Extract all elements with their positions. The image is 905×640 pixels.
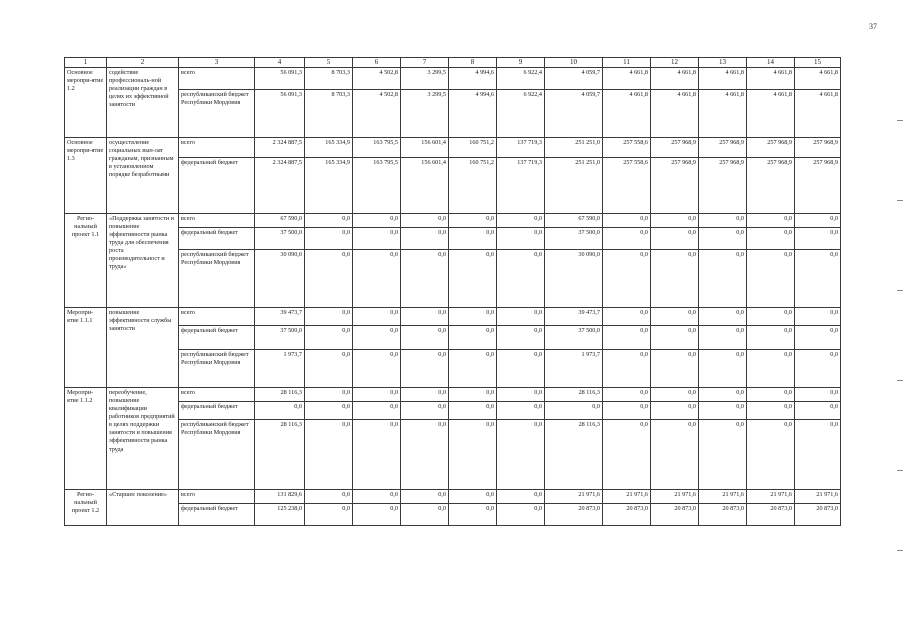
amount-cell: 0,0 (747, 250, 795, 308)
amount-cell: 37 500,0 (545, 326, 603, 350)
table-row (65, 490, 841, 504)
amount-cell: 20 873,0 (699, 504, 747, 526)
column-header: 9 (497, 58, 545, 68)
amount-cell: 257 968,9 (747, 158, 795, 214)
amount-cell: 0,0 (747, 402, 795, 420)
amount-cell: 0,0 (305, 308, 353, 326)
amount-cell: 0,0 (401, 350, 449, 388)
amount-cell: 4 661,8 (795, 90, 841, 138)
amount-cell: 0,0 (795, 420, 841, 490)
amount-cell: 257 968,9 (699, 158, 747, 214)
amount-cell: 0,0 (795, 228, 841, 250)
amount-cell: 28 116,3 (545, 420, 603, 490)
amount-cell: 0,0 (603, 326, 651, 350)
amount-cell: 4 059,7 (545, 90, 603, 138)
amount-cell: 257 968,9 (747, 138, 795, 158)
amount-cell: 0,0 (449, 326, 497, 350)
amount-cell: 0,0 (401, 250, 449, 308)
amount-cell: 0,0 (747, 420, 795, 490)
amount-cell: 0,0 (449, 308, 497, 326)
amount-cell: 0,0 (353, 228, 401, 250)
amount-cell: 0,0 (449, 250, 497, 308)
activity-name: содействие профессиональ-ной реализации граждан в целях их эффективной занятости (107, 68, 179, 138)
amount-cell: 4 661,8 (747, 68, 795, 90)
amount-cell: 0,0 (401, 420, 449, 490)
amount-cell: 160 751,2 (449, 158, 497, 214)
column-header: 8 (449, 58, 497, 68)
amount-cell: 0,0 (747, 388, 795, 402)
amount-cell: 0,0 (603, 214, 651, 228)
amount-cell: 0,0 (651, 350, 699, 388)
amount-cell: 4 059,7 (545, 68, 603, 90)
funding-source: республиканский бюджет Республики Мордовия (179, 420, 255, 490)
amount-cell: 131 829,6 (255, 490, 305, 504)
amount-cell: 0,0 (795, 388, 841, 402)
amount-cell: 1 973,7 (255, 350, 305, 388)
amount-cell: 4 994,6 (449, 90, 497, 138)
funding-source: всего (179, 68, 255, 90)
amount-cell: 0,0 (651, 214, 699, 228)
amount-cell: 0,0 (497, 326, 545, 350)
table-row (65, 214, 841, 228)
amount-cell: 0,0 (699, 250, 747, 308)
table-row (65, 308, 841, 326)
amount-cell: 21 971,6 (795, 490, 841, 504)
amount-cell: 0,0 (353, 250, 401, 308)
amount-cell: 0,0 (497, 402, 545, 420)
amount-cell: 0,0 (305, 228, 353, 250)
funding-source: всего (179, 388, 255, 402)
amount-cell: 137 719,3 (497, 138, 545, 158)
funding-source: федеральный бюджет (179, 402, 255, 420)
amount-cell: 4 661,8 (747, 90, 795, 138)
amount-cell: 0,0 (497, 308, 545, 326)
amount-cell: 257 968,9 (699, 138, 747, 158)
activity-code: Основное меропри-ятие 1.3 (65, 138, 107, 214)
amount-cell: 0,0 (699, 420, 747, 490)
amount-cell: 0,0 (545, 402, 603, 420)
header-row (65, 58, 841, 68)
amount-cell: 20 873,0 (651, 504, 699, 526)
amount-cell: 0,0 (353, 504, 401, 526)
amount-cell: 0,0 (497, 388, 545, 402)
funding-source: всего (179, 214, 255, 228)
amount-cell: 4 661,8 (699, 90, 747, 138)
amount-cell: 0,0 (305, 420, 353, 490)
amount-cell: 4 661,8 (651, 68, 699, 90)
table-row (65, 250, 841, 308)
amount-cell: 0,0 (497, 504, 545, 526)
amount-cell: 0,0 (651, 250, 699, 308)
column-header: 6 (353, 58, 401, 68)
funding-source: федеральный бюджет (179, 228, 255, 250)
amount-cell: 8 703,3 (305, 90, 353, 138)
amount-cell: 4 661,8 (603, 68, 651, 90)
amount-cell: 0,0 (603, 308, 651, 326)
amount-cell: 0,0 (449, 504, 497, 526)
column-header: 12 (651, 58, 699, 68)
amount-cell: 251 251,0 (545, 158, 603, 214)
column-header: 4 (255, 58, 305, 68)
amount-cell: 1 973,7 (545, 350, 603, 388)
activity-code: Меропри-ятие 1.1.2 (65, 388, 107, 490)
amount-cell: 0,0 (699, 308, 747, 326)
amount-cell: 0,0 (449, 214, 497, 228)
amount-cell: 0,0 (651, 308, 699, 326)
amount-cell: 0,0 (449, 228, 497, 250)
amount-cell: 0,0 (699, 402, 747, 420)
amount-cell: 0,0 (401, 214, 449, 228)
amount-cell: 0,0 (603, 420, 651, 490)
amount-cell: 0,0 (401, 388, 449, 402)
funding-source: федеральный бюджет (179, 504, 255, 526)
amount-cell: 0,0 (603, 228, 651, 250)
table-row (65, 420, 841, 490)
amount-cell: 257 968,9 (795, 158, 841, 214)
amount-cell: 20 873,0 (747, 504, 795, 526)
column-header: 7 (401, 58, 449, 68)
amount-cell: 0,0 (449, 388, 497, 402)
amount-cell: 0,0 (651, 402, 699, 420)
amount-cell: 0,0 (795, 308, 841, 326)
amount-cell: 0,0 (305, 490, 353, 504)
amount-cell: 0,0 (353, 214, 401, 228)
amount-cell: 0,0 (795, 350, 841, 388)
amount-cell: 165 334,9 (305, 138, 353, 158)
amount-cell: 257 968,9 (651, 138, 699, 158)
amount-cell: 0,0 (747, 350, 795, 388)
amount-cell: 251 251,0 (545, 138, 603, 158)
amount-cell: 0,0 (699, 214, 747, 228)
amount-cell: 4 661,8 (603, 90, 651, 138)
amount-cell: 8 703,3 (305, 68, 353, 90)
amount-cell: 0,0 (747, 308, 795, 326)
table-row (65, 90, 841, 138)
column-header: 10 (545, 58, 603, 68)
amount-cell: 0,0 (651, 326, 699, 350)
amount-cell: 0,0 (651, 228, 699, 250)
amount-cell: 37 500,0 (255, 326, 305, 350)
amount-cell: 0,0 (305, 504, 353, 526)
amount-cell: 0,0 (449, 402, 497, 420)
amount-cell: 0,0 (353, 308, 401, 326)
activity-name: «Старшее поколение» (107, 490, 179, 526)
amount-cell: 0,0 (497, 214, 545, 228)
amount-cell: 0,0 (747, 228, 795, 250)
amount-cell: 156 601,4 (401, 138, 449, 158)
amount-cell: 28 116,3 (255, 420, 305, 490)
amount-cell: 2 324 887,5 (255, 138, 305, 158)
amount-cell: 0,0 (699, 350, 747, 388)
amount-cell: 21 971,6 (651, 490, 699, 504)
funding-source: республиканский бюджет Республики Мордовия (179, 250, 255, 308)
column-header: 5 (305, 58, 353, 68)
amount-cell: 0,0 (353, 402, 401, 420)
budget-table (64, 57, 841, 526)
amount-cell: 0,0 (353, 350, 401, 388)
table-row (65, 68, 841, 90)
column-header: 3 (179, 58, 255, 68)
amount-cell: 0,0 (497, 250, 545, 308)
amount-cell: 0,0 (795, 326, 841, 350)
amount-cell: 0,0 (747, 326, 795, 350)
activity-name: осуществление социальных вып-лат гражданам, признанным в установленном порядке безработными (107, 138, 179, 214)
amount-cell: 0,0 (603, 250, 651, 308)
amount-cell: 0,0 (497, 490, 545, 504)
amount-cell: 0,0 (497, 350, 545, 388)
amount-cell: 257 558,6 (603, 138, 651, 158)
table-row (65, 402, 841, 420)
amount-cell: 0,0 (305, 214, 353, 228)
activity-name: повышение эффективности службы занятости (107, 308, 179, 388)
column-header: 2 (107, 58, 179, 68)
amount-cell: 2 324 887,5 (255, 158, 305, 214)
amount-cell: 30 090,0 (545, 250, 603, 308)
funding-source: всего (179, 308, 255, 326)
amount-cell: 0,0 (603, 402, 651, 420)
amount-cell: 0,0 (305, 326, 353, 350)
amount-cell: 6 922,4 (497, 90, 545, 138)
amount-cell: 156 601,4 (401, 158, 449, 214)
amount-cell: 0,0 (305, 402, 353, 420)
amount-cell: 4 994,6 (449, 68, 497, 90)
amount-cell: 0,0 (401, 504, 449, 526)
amount-cell: 21 971,6 (747, 490, 795, 504)
amount-cell: 0,0 (699, 388, 747, 402)
amount-cell: 257 968,9 (651, 158, 699, 214)
activity-code: Основное меропри-ятие 1.2 (65, 68, 107, 138)
amount-cell: 125 238,0 (255, 504, 305, 526)
amount-cell: 28 116,3 (255, 388, 305, 402)
activity-name: «Поддержка занятости и повышение эффективности рынка труда для обеспечения роста производительност и труда» (107, 214, 179, 308)
amount-cell: 20 873,0 (545, 504, 603, 526)
table-row (65, 504, 841, 526)
amount-cell: 4 661,8 (795, 68, 841, 90)
amount-cell: 67 590,0 (545, 214, 603, 228)
table-row (65, 138, 841, 158)
funding-source: республиканский бюджет Республики Мордовия (179, 90, 255, 138)
amount-cell: 39 473,7 (255, 308, 305, 326)
funding-source: всего (179, 490, 255, 504)
amount-cell: 4 502,8 (353, 90, 401, 138)
amount-cell: 21 971,6 (545, 490, 603, 504)
amount-cell: 67 590,0 (255, 214, 305, 228)
funding-source: федеральный бюджет (179, 326, 255, 350)
amount-cell: 20 873,0 (603, 504, 651, 526)
amount-cell: 0,0 (651, 388, 699, 402)
amount-cell: 0,0 (651, 420, 699, 490)
amount-cell: 0,0 (699, 228, 747, 250)
amount-cell: 0,0 (353, 326, 401, 350)
funding-source: федеральный бюджет (179, 158, 255, 214)
amount-cell: 6 922,4 (497, 68, 545, 90)
amount-cell: 37 500,0 (545, 228, 603, 250)
activity-code: Регио-нальный проект 1.2 (65, 490, 107, 526)
amount-cell: 0,0 (449, 490, 497, 504)
amount-cell: 0,0 (353, 388, 401, 402)
amount-cell: 0,0 (747, 214, 795, 228)
table-row (65, 350, 841, 388)
amount-cell: 3 299,5 (401, 90, 449, 138)
amount-cell: 4 661,8 (651, 90, 699, 138)
amount-cell: 0,0 (401, 228, 449, 250)
amount-cell: 3 299,5 (401, 68, 449, 90)
amount-cell: 0,0 (353, 490, 401, 504)
scan-edge-marks (891, 80, 905, 640)
amount-cell: 0,0 (497, 420, 545, 490)
amount-cell: 160 751,2 (449, 138, 497, 158)
table-row (65, 158, 841, 214)
amount-cell: 0,0 (497, 228, 545, 250)
amount-cell: 0,0 (449, 420, 497, 490)
amount-cell: 163 795,5 (353, 158, 401, 214)
amount-cell: 0,0 (401, 490, 449, 504)
amount-cell: 0,0 (401, 308, 449, 326)
amount-cell: 257 558,6 (603, 158, 651, 214)
table-row (65, 388, 841, 402)
amount-cell: 0,0 (401, 402, 449, 420)
amount-cell: 0,0 (305, 350, 353, 388)
amount-cell: 0,0 (401, 326, 449, 350)
table-row (65, 228, 841, 250)
amount-cell: 0,0 (255, 402, 305, 420)
amount-cell: 39 473,7 (545, 308, 603, 326)
column-header: 14 (747, 58, 795, 68)
amount-cell: 0,0 (353, 420, 401, 490)
amount-cell: 0,0 (795, 402, 841, 420)
column-header: 1 (65, 58, 107, 68)
amount-cell: 21 971,6 (699, 490, 747, 504)
amount-cell: 137 719,3 (497, 158, 545, 214)
amount-cell: 0,0 (305, 250, 353, 308)
amount-cell: 0,0 (795, 250, 841, 308)
table-row (65, 326, 841, 350)
amount-cell: 28 116,3 (545, 388, 603, 402)
activity-code: Меропри-ятие 1.1.1 (65, 308, 107, 388)
amount-cell: 0,0 (603, 350, 651, 388)
amount-cell: 56 091,3 (255, 90, 305, 138)
column-header: 15 (795, 58, 841, 68)
amount-cell: 0,0 (699, 326, 747, 350)
column-header: 11 (603, 58, 651, 68)
amount-cell: 165 334,9 (305, 158, 353, 214)
page-number: 37 (869, 22, 877, 31)
amount-cell: 4 661,8 (699, 68, 747, 90)
funding-source: всего (179, 138, 255, 158)
amount-cell: 257 968,9 (795, 138, 841, 158)
column-header: 13 (699, 58, 747, 68)
amount-cell: 4 502,8 (353, 68, 401, 90)
amount-cell: 56 091,3 (255, 68, 305, 90)
amount-cell: 0,0 (449, 350, 497, 388)
amount-cell: 20 873,0 (795, 504, 841, 526)
amount-cell: 30 090,0 (255, 250, 305, 308)
funding-source: республиканский бюджет Республики Мордовия (179, 350, 255, 388)
activity-name: переобучение, повышение квалификации работников предприятий в целях поддержки занятости и повышения эффективности рынка труда (107, 388, 179, 490)
amount-cell: 21 971,6 (603, 490, 651, 504)
amount-cell: 0,0 (305, 388, 353, 402)
amount-cell: 37 500,0 (255, 228, 305, 250)
amount-cell: 163 795,5 (353, 138, 401, 158)
activity-code: Регио-нальный проект 1.1 (65, 214, 107, 308)
amount-cell: 0,0 (603, 388, 651, 402)
amount-cell: 0,0 (795, 214, 841, 228)
